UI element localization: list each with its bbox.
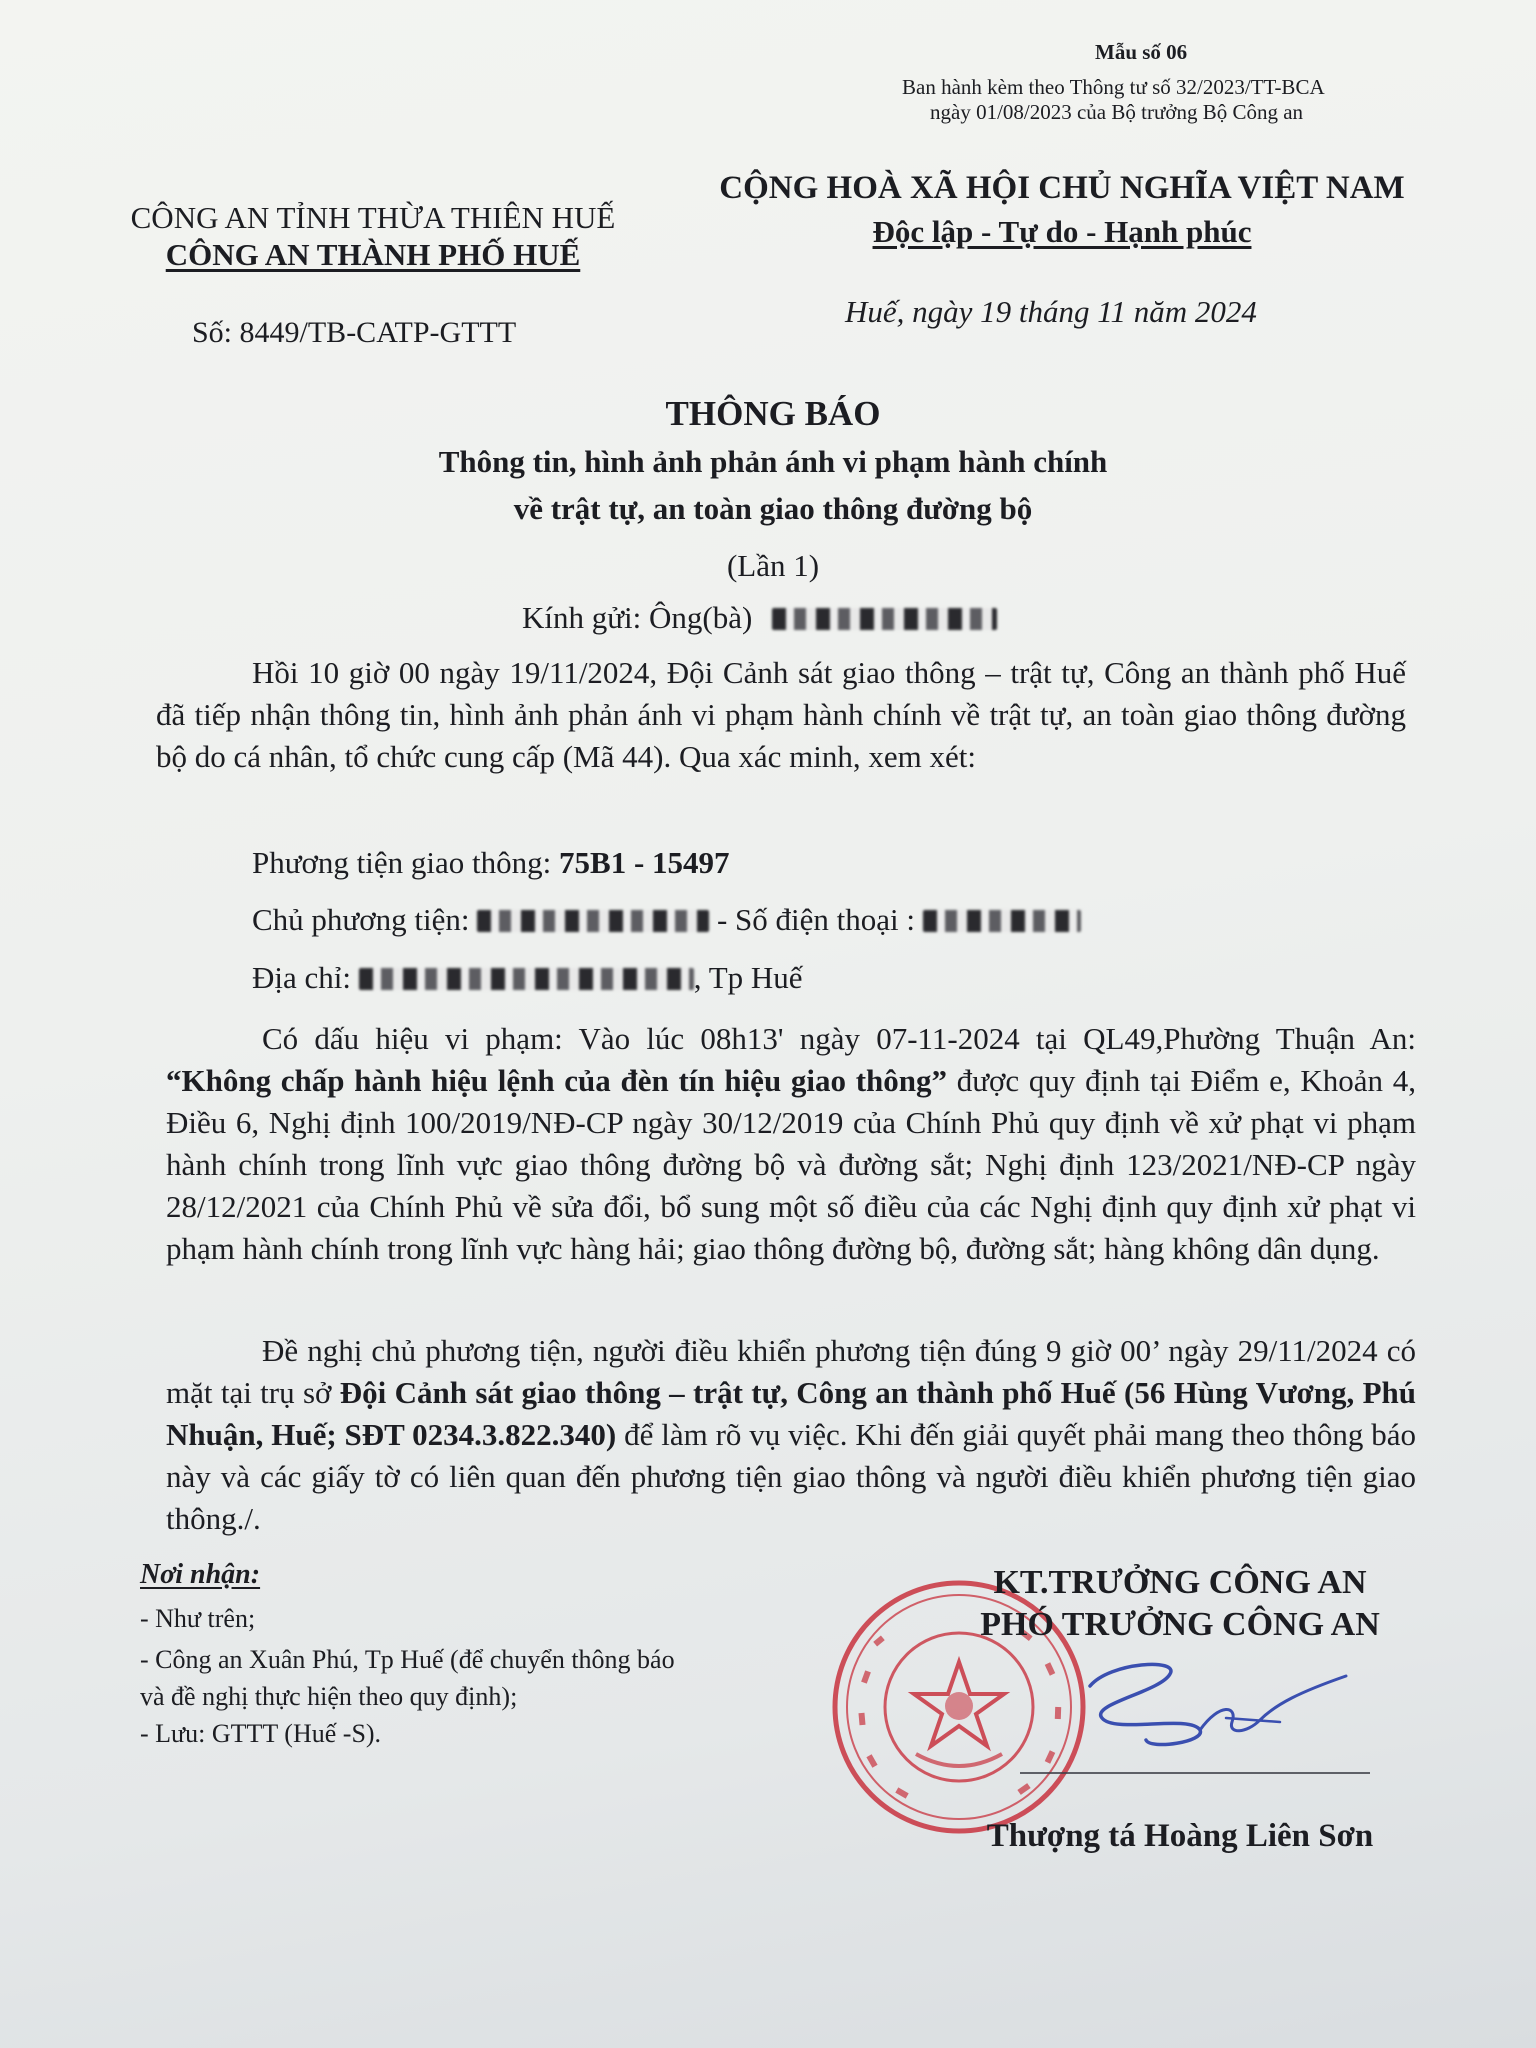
document-subtitle-line-2: về trật tự, an toàn giao thông đường bộ bbox=[513, 491, 1033, 526]
document-subtitle-line-1: Thông tin, hình ảnh phản ánh vi phạm hành chính bbox=[438, 444, 1108, 479]
recipient-line: - Như trên; bbox=[140, 1604, 256, 1633]
recipient-line: - Công an Xuân Phú, Tp Huế (để chuyển thông báo bbox=[140, 1645, 675, 1674]
notice-round: (Lần 1) bbox=[726, 548, 820, 583]
office-address: Đội Cảnh sát giao thông – trật tự, Công an thành phố Huế (56 Hùng Vương, Phú Nhuận, Huế; SĐT 0234.3.822.340) bbox=[166, 1375, 1417, 1452]
intro-text: Hồi 10 giờ 00 ngày 19/11/2024, Đội Cảnh sát giao thông – trật tự, Công an thành phố Huế đã tiếp nhận thông tin, hình ảnh phản ánh vi phạm hành chính về trật tự, an toàn giao thông đường bộ do cá nhân, tổ chức cung cấp (Mã 44). Qua xác minh, xem xét: bbox=[156, 655, 1406, 774]
nation-name: CỘNG HOÀ XÃ HỘI CHỦ NGHĨA VIỆT NAM bbox=[719, 170, 1405, 206]
request-paragraph bbox=[166, 1330, 1416, 1540]
addressee-label: Kính gửi: Ông(bà) bbox=[522, 600, 753, 635]
redacted-phone-number bbox=[923, 910, 1081, 932]
address-label: Địa chỉ: bbox=[252, 960, 359, 995]
signature-icon bbox=[1050, 1622, 1370, 1772]
national-motto bbox=[702, 214, 1422, 250]
violation-paragraph bbox=[166, 1018, 1416, 1270]
agency-name-text: CÔNG AN THÀNH PHỐ HUẾ bbox=[165, 237, 581, 272]
violation-legal-basis: được quy định tại Điểm e, Khoản 4, Điều 6, Nghị định 100/2019/NĐ-CP ngày 30/12/2019 của Chính Phủ quy định về xử phạt vi phạm hành chính trong lĩnh vực giao thông đường bộ và đường sắt; Nghị định 123/2021/NĐ-CP ngày 28/12/2021 của Chính Phủ về sửa đổi, bổ sung một số điều của các Nghị định quy định xử phạt vi phạm hành chính trong lĩnh vực hàng hải; giao thông đường bộ, đường sắt; hàng không dân dụng. bbox=[166, 1063, 1416, 1266]
signer-title-line-1: KT.TRƯỞNG CÔNG AN bbox=[993, 1564, 1367, 1601]
vehicle-label: Phương tiện giao thông: bbox=[252, 845, 560, 880]
place-and-date: Huế, ngày 19 tháng 11 năm 2024 bbox=[845, 294, 1257, 329]
redacted-owner-name bbox=[477, 910, 709, 932]
document-title: THÔNG BÁO bbox=[665, 394, 881, 433]
owner-label: Chủ phương tiện: bbox=[252, 902, 470, 937]
signature-underline bbox=[1020, 1772, 1370, 1774]
form-number: Mẫu số 06 bbox=[1095, 40, 1188, 64]
addressee-line bbox=[522, 600, 997, 636]
recipients-heading-text: Nơi nhận: bbox=[140, 1559, 261, 1590]
vehicle-plate: 75B1 - 15497 bbox=[559, 845, 730, 880]
recipient-line: và đề nghị thực hiện theo quy định); bbox=[140, 1682, 518, 1711]
national-motto-text: Độc lập - Tự do - Hạnh phúc bbox=[872, 214, 1252, 249]
document-number: Số: 8449/TB-CATP-GTTT bbox=[192, 316, 517, 349]
intro-paragraph bbox=[156, 652, 1406, 778]
form-basis-line-1: Ban hành kèm theo Thông tư số 32/2023/TT-BCA bbox=[902, 75, 1325, 99]
address-suffix: , Tp Huế bbox=[693, 960, 803, 995]
owner-row bbox=[252, 902, 1081, 938]
form-basis-line-2: ngày 01/08/2023 của Bộ trưởng Bộ Công an bbox=[930, 100, 1304, 124]
violation-description: “Không chấp hành hiệu lệnh của đèn tín hiệu giao thông” bbox=[166, 1063, 948, 1098]
violation-intro-text: Có dấu hiệu vi phạm: Vào lúc 08h13' ngày 07-11-2024 tại QL49,Phường Thuận An: bbox=[262, 1021, 1416, 1056]
request-text: Đề nghị chủ phương tiện, người điều khiển phương tiện đúng 9 giờ 00’ ngày 29/11/2024 có mặt tại trụ sở bbox=[166, 1333, 1416, 1410]
phone-label: - Số điện thoại : bbox=[709, 902, 923, 937]
agency-name bbox=[108, 237, 638, 273]
recipient-line: - Lưu: GTTT (Huế -S). bbox=[140, 1719, 382, 1748]
recipients-heading bbox=[140, 1559, 260, 1591]
address-row bbox=[252, 960, 803, 996]
vehicle-row bbox=[252, 845, 730, 881]
signer-name: Thượng tá Hoàng Liên Sơn bbox=[986, 1818, 1374, 1854]
request-closing-text: để làm rõ vụ việc. Khi đến giải quyết phải mang theo thông báo này và các giấy tờ có liên quan đến phương tiện giao thông và người điều khiển phương tiện giao thông./. bbox=[166, 1417, 1416, 1536]
redacted-addressee-name bbox=[772, 608, 997, 630]
redacted-address bbox=[359, 968, 694, 990]
agency-parent: CÔNG AN TỈNH THỪA THIÊN HUẾ bbox=[130, 200, 616, 235]
signer-title-line-2: PHÓ TRƯỞNG CÔNG AN bbox=[980, 1606, 1380, 1643]
